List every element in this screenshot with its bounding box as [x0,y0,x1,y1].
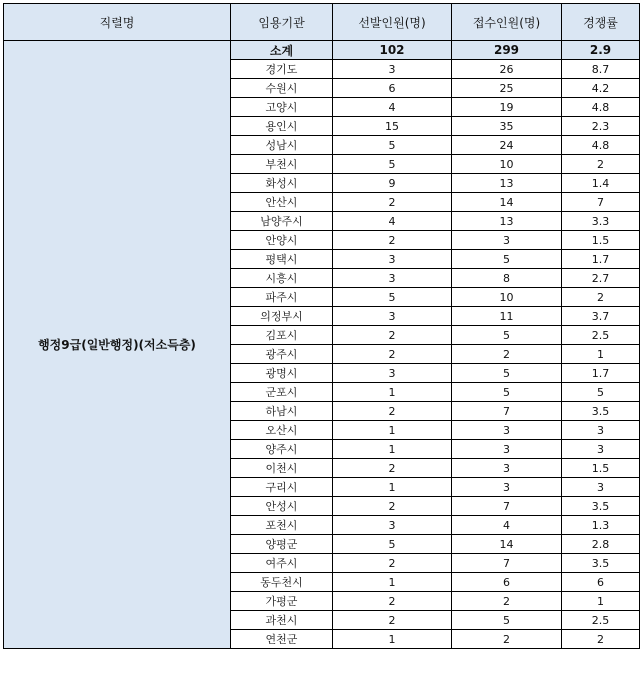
agency-cell: 포천시 [231,516,333,535]
header-selected: 선발인원(명) [333,4,452,41]
ratio-cell: 4.2 [562,79,640,98]
ratio-cell: 3.5 [562,554,640,573]
ratio-cell: 7 [562,193,640,212]
agency-cell: 파주시 [231,288,333,307]
agency-cell: 여주시 [231,554,333,573]
ratio-cell: 3.5 [562,497,640,516]
agency-cell: 김포시 [231,326,333,345]
selected-cell: 1 [333,573,452,592]
selected-cell: 6 [333,79,452,98]
agency-cell: 양평군 [231,535,333,554]
agency-cell: 남양주시 [231,212,333,231]
competition-table [3,3,640,649]
ratio-cell: 2.3 [562,117,640,136]
ratio-cell: 2.5 [562,611,640,630]
selected-cell: 5 [333,136,452,155]
ratio-cell: 3 [562,421,640,440]
ratio-cell: 1.7 [562,250,640,269]
applicants-cell: 3 [452,440,562,459]
ratio-cell: 1.4 [562,174,640,193]
applicants-cell: 10 [452,155,562,174]
header-applicants: 접수인원(명) [452,4,562,41]
agency-cell: 연천군 [231,630,333,649]
selected-cell: 4 [333,98,452,117]
selected-cell: 1 [333,383,452,402]
selected-cell: 3 [333,269,452,288]
header-agency: 임용기관 [231,4,333,41]
agency-cell: 구리시 [231,478,333,497]
selected-cell: 2 [333,231,452,250]
selected-cell: 2 [333,402,452,421]
applicants-cell: 6 [452,573,562,592]
ratio-cell: 2.7 [562,269,640,288]
agency-cell: 양주시 [231,440,333,459]
agency-cell: 경기도 [231,60,333,79]
applicants-cell: 24 [452,136,562,155]
selected-cell: 1 [333,630,452,649]
applicants-cell: 3 [452,421,562,440]
applicants-cell: 13 [452,212,562,231]
selected-cell: 2 [333,459,452,478]
ratio-cell: 8.7 [562,60,640,79]
selected-cell: 1 [333,478,452,497]
selected-cell: 2 [333,345,452,364]
agency-cell: 의정부시 [231,307,333,326]
applicants-cell: 35 [452,117,562,136]
selected-cell: 1 [333,440,452,459]
agency-cell: 안산시 [231,193,333,212]
applicants-cell: 26 [452,60,562,79]
ratio-cell: 6 [562,573,640,592]
agency-cell: 고양시 [231,98,333,117]
ratio-cell: 2.5 [562,326,640,345]
applicants-cell: 7 [452,497,562,516]
agency-cell: 화성시 [231,174,333,193]
ratio-cell: 4.8 [562,136,640,155]
agency-cell: 광명시 [231,364,333,383]
selected-cell: 3 [333,516,452,535]
ratio-cell: 1 [562,345,640,364]
agency-cell: 이천시 [231,459,333,478]
agency-cell: 동두천시 [231,573,333,592]
agency-cell: 시흥시 [231,269,333,288]
applicants-cell: 19 [452,98,562,117]
job-name-cell: 행정9급(일반행정)(저소득층) [4,41,231,649]
applicants-cell: 10 [452,288,562,307]
ratio-cell: 2 [562,630,640,649]
applicants-cell: 13 [452,174,562,193]
applicants-cell: 11 [452,307,562,326]
applicants-cell: 3 [452,478,562,497]
ratio-cell: 1 [562,592,640,611]
ratio-cell: 1.5 [562,459,640,478]
selected-cell: 5 [333,155,452,174]
applicants-cell: 3 [452,231,562,250]
agency-cell: 과천시 [231,611,333,630]
selected-cell: 2 [333,592,452,611]
selected-cell: 2 [333,326,452,345]
selected-cell: 2 [333,193,452,212]
applicants-cell: 5 [452,250,562,269]
agency-cell: 가평군 [231,592,333,611]
ratio-cell: 3.5 [562,402,640,421]
subtotal-selected: 102 [333,41,452,60]
ratio-cell: 2 [562,155,640,174]
agency-cell: 평택시 [231,250,333,269]
selected-cell: 15 [333,117,452,136]
applicants-cell: 2 [452,630,562,649]
selected-cell: 2 [333,497,452,516]
agency-cell: 수원시 [231,79,333,98]
agency-cell: 안성시 [231,497,333,516]
selected-cell: 9 [333,174,452,193]
ratio-cell: 1.5 [562,231,640,250]
ratio-cell: 1.3 [562,516,640,535]
applicants-cell: 5 [452,383,562,402]
agency-cell: 안양시 [231,231,333,250]
selected-cell: 2 [333,611,452,630]
subtotal-applicants: 299 [452,41,562,60]
selected-cell: 3 [333,307,452,326]
applicants-cell: 25 [452,79,562,98]
agency-cell: 군포시 [231,383,333,402]
ratio-cell: 2.8 [562,535,640,554]
header-row [4,4,640,41]
applicants-cell: 5 [452,364,562,383]
applicants-cell: 14 [452,535,562,554]
ratio-cell: 1.7 [562,364,640,383]
applicants-cell: 5 [452,326,562,345]
selected-cell: 3 [333,250,452,269]
selected-cell: 2 [333,554,452,573]
applicants-cell: 14 [452,193,562,212]
ratio-cell: 3 [562,440,640,459]
selected-cell: 3 [333,364,452,383]
applicants-cell: 4 [452,516,562,535]
selected-cell: 5 [333,288,452,307]
ratio-cell: 3.7 [562,307,640,326]
ratio-cell: 2 [562,288,640,307]
applicants-cell: 5 [452,611,562,630]
ratio-cell: 3 [562,478,640,497]
ratio-cell: 4.8 [562,98,640,117]
selected-cell: 4 [333,212,452,231]
agency-cell: 부천시 [231,155,333,174]
agency-cell: 성남시 [231,136,333,155]
subtotal-label: 소계 [231,41,333,60]
subtotal-row [4,41,640,60]
selected-cell: 3 [333,60,452,79]
agency-cell: 용인시 [231,117,333,136]
applicants-cell: 7 [452,554,562,573]
subtotal-ratio: 2.9 [562,41,640,60]
ratio-cell: 3.3 [562,212,640,231]
applicants-cell: 8 [452,269,562,288]
applicants-cell: 7 [452,402,562,421]
header-ratio: 경쟁률 [562,4,640,41]
header-job-name: 직렬명 [4,4,231,41]
agency-cell: 오산시 [231,421,333,440]
selected-cell: 5 [333,535,452,554]
agency-cell: 하남시 [231,402,333,421]
selected-cell: 1 [333,421,452,440]
applicants-cell: 2 [452,345,562,364]
applicants-cell: 3 [452,459,562,478]
ratio-cell: 5 [562,383,640,402]
agency-cell: 광주시 [231,345,333,364]
applicants-cell: 2 [452,592,562,611]
